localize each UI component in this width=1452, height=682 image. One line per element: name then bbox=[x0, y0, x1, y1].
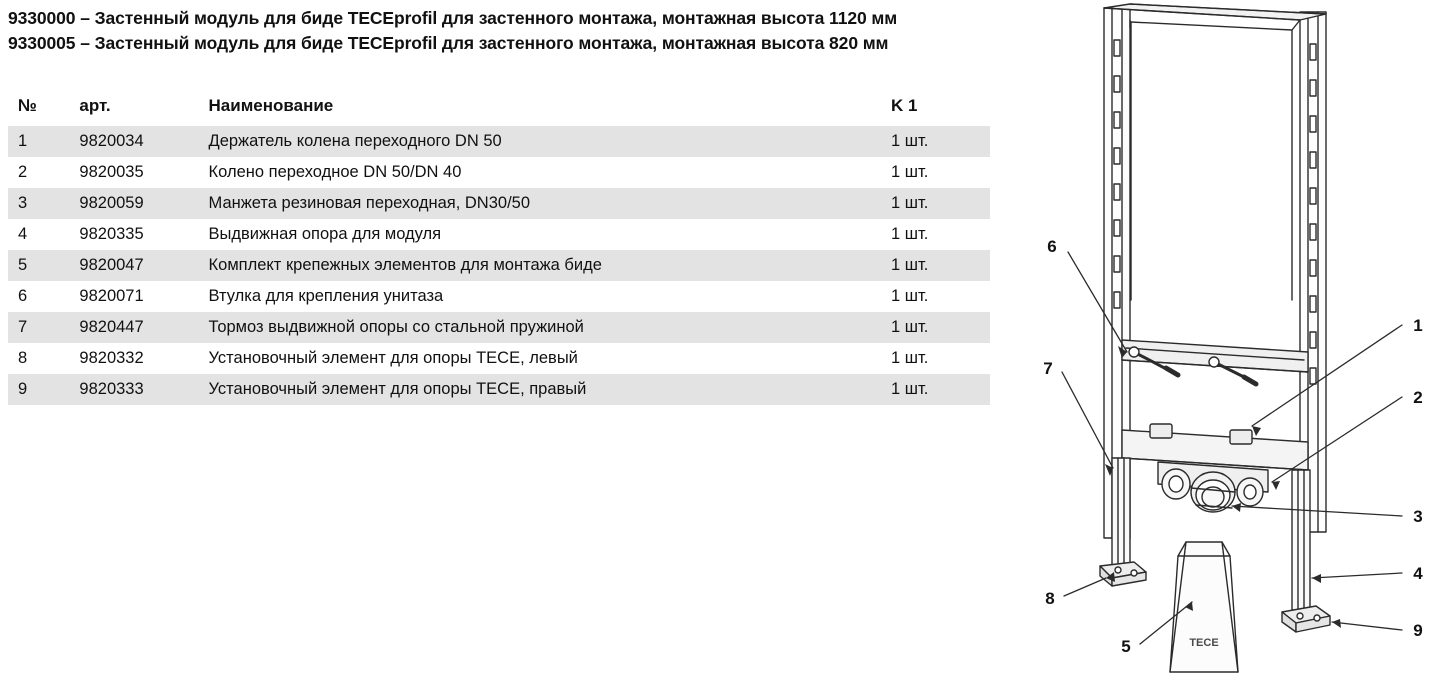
header-k1: K 1 bbox=[890, 95, 918, 115]
callout-7: 7 bbox=[1043, 359, 1053, 378]
callout-3: 3 bbox=[1413, 507, 1423, 526]
cell-no: 1 bbox=[8, 126, 79, 157]
cell-k1: 1 шт. bbox=[891, 126, 990, 157]
bushing-left bbox=[1150, 424, 1172, 438]
product-drawing bbox=[1000, 0, 1452, 682]
cell-name: Колено переходное DN 50/DN 40 bbox=[208, 162, 462, 181]
cell-no: 8 bbox=[18, 348, 28, 367]
callout-2: 2 bbox=[1413, 388, 1423, 407]
table-row bbox=[8, 343, 990, 374]
table-row bbox=[8, 126, 990, 157]
header-no: № bbox=[18, 95, 37, 115]
support-leg-left bbox=[1112, 458, 1130, 566]
table-row bbox=[8, 374, 990, 405]
cell-name: Тормоз выдвижной опоры со стальной пружиной bbox=[209, 312, 891, 343]
cell-k1: 1 шт. bbox=[891, 312, 990, 343]
cell-art: 9820332 bbox=[79, 348, 144, 367]
callout-9: 9 bbox=[1413, 621, 1423, 640]
table-header-row bbox=[8, 93, 990, 126]
cell-art: 9820333 bbox=[79, 374, 208, 405]
cell-k1: 1 шт. bbox=[890, 224, 929, 243]
drain-elbow-assembly bbox=[1158, 462, 1268, 512]
cell-k1: 1 шт. bbox=[890, 286, 929, 305]
callout-8: 8 bbox=[1045, 589, 1055, 608]
table-row bbox=[8, 157, 990, 188]
cell-k1: 1 шт. bbox=[890, 348, 929, 367]
cell-art: 9820034 bbox=[79, 126, 208, 157]
bag-brand-label: TECE bbox=[1189, 637, 1219, 649]
bushing-right bbox=[1230, 430, 1252, 444]
cell-no: 4 bbox=[18, 224, 28, 243]
title-line-2: 9330005 – Застенный модуль для биде TECEprofil для застенного монтажа, монтажная высота 820 мм bbox=[8, 33, 889, 54]
cell-no: 6 bbox=[18, 286, 28, 305]
callout-1: 1 bbox=[1413, 316, 1423, 335]
page-title bbox=[8, 6, 998, 57]
fixing-kit-bag bbox=[1170, 542, 1238, 672]
cell-name: Комплект крепежных элементов для монтажа биде bbox=[209, 250, 891, 281]
cell-art: 9820335 bbox=[79, 224, 144, 243]
cell-art: 9820047 bbox=[79, 250, 208, 281]
table-row bbox=[8, 188, 990, 219]
cell-art: 9820059 bbox=[79, 188, 208, 219]
callout-5: 5 bbox=[1121, 637, 1131, 656]
callout-6: 6 bbox=[1047, 237, 1057, 256]
frame-top-crossbar bbox=[1104, 4, 1326, 28]
cell-name: Манжета резиновая переходная, DN30/50 bbox=[209, 188, 891, 219]
callout-4: 4 bbox=[1413, 564, 1423, 583]
frame-back-rail bbox=[1131, 20, 1300, 300]
cell-k1: 1 шт. bbox=[891, 188, 990, 219]
parts-table-head bbox=[8, 93, 990, 126]
cell-k1: 1 шт. bbox=[891, 250, 990, 281]
cell-art: 9820035 bbox=[79, 162, 144, 181]
cell-name: Держатель колена переходного DN 50 bbox=[209, 126, 891, 157]
cell-k1: 1 шт. bbox=[891, 374, 990, 405]
title-line-1: 9330000 – Застенный модуль для биде TECEprofil для застенного монтажа, монтажная высота 1120 мм bbox=[8, 8, 898, 28]
table-row bbox=[8, 219, 990, 250]
cell-art: 9820071 bbox=[79, 286, 144, 305]
left-column bbox=[8, 6, 998, 405]
cell-no: 3 bbox=[8, 188, 79, 219]
table-row bbox=[8, 312, 990, 343]
cell-no: 7 bbox=[8, 312, 79, 343]
table-row bbox=[8, 281, 990, 312]
cell-k1: 1 шт. bbox=[890, 162, 929, 181]
cell-no: 5 bbox=[8, 250, 79, 281]
foot-plate-left bbox=[1100, 562, 1146, 586]
foot-plate-right bbox=[1282, 606, 1330, 632]
parts-table bbox=[8, 93, 990, 405]
cell-no: 2 bbox=[18, 162, 28, 181]
cell-art: 9820447 bbox=[79, 312, 208, 343]
header-name: Наименование bbox=[208, 95, 334, 115]
table-row bbox=[8, 250, 990, 281]
header-art: арт. bbox=[79, 95, 111, 115]
cell-name: Втулка для крепления унитаза bbox=[208, 286, 444, 305]
cell-name: Установочный элемент для опоры TECE, правый bbox=[209, 374, 891, 405]
cell-name: Выдвижная опора для модуля bbox=[208, 224, 442, 243]
support-leg-right bbox=[1292, 470, 1310, 610]
cell-no: 9 bbox=[8, 374, 79, 405]
parts-table-body bbox=[8, 126, 990, 405]
cell-name: Установочный элемент для опоры TECE, левый bbox=[208, 348, 578, 367]
